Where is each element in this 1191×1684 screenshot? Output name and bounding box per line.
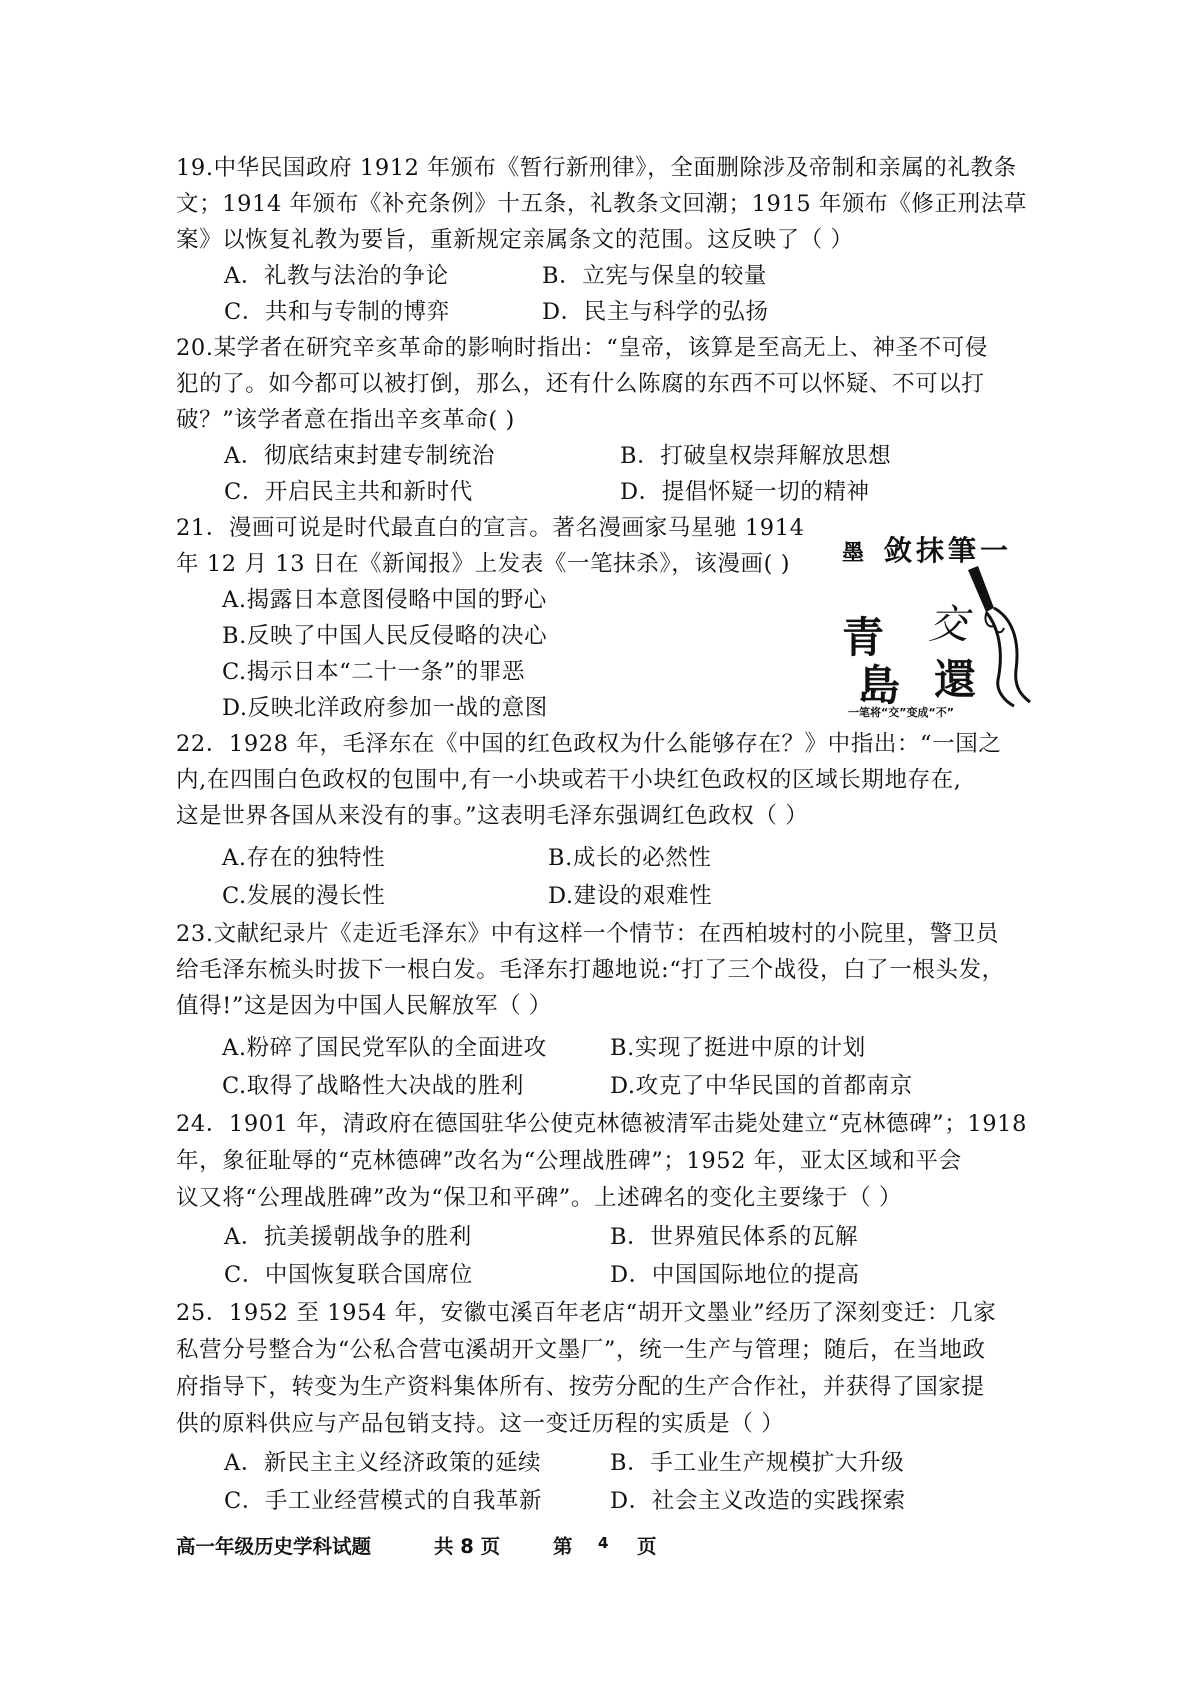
q23-option-a: A.粉碎了国民党军队的全面进攻 bbox=[222, 1035, 547, 1061]
q22-option-a: A.存在的独特性 bbox=[222, 845, 386, 871]
q24-line-2: 年，象征耻辱的“克林德碑”改名为“公理战胜碑”；1952 年，亚太区域和平会 bbox=[176, 1148, 962, 1174]
svg-text:敛抹筆一: 敛抹筆一 bbox=[884, 534, 1013, 567]
q20-line-3: 破？”该学者意在指出辛亥革命( ) bbox=[176, 407, 515, 433]
svg-text:青: 青 bbox=[842, 613, 885, 662]
footer-title: 高一年级历史学科试题 bbox=[176, 1535, 372, 1558]
q20-option-a: A．彻底结束封建专制统治 bbox=[224, 443, 495, 469]
q20-option-b: B．打破皇权崇拜解放思想 bbox=[620, 443, 892, 469]
footer-page-label-pre: 第 bbox=[553, 1535, 573, 1558]
footer-page-number: 4 bbox=[598, 1534, 609, 1552]
svg-text:島: 島 bbox=[858, 661, 901, 710]
svg-text:墨: 墨 bbox=[842, 540, 865, 566]
q20-line-2: 犯的了。如今都可以被打倒，那么，还有什么陈腐的东西不可以怀疑、不可以打 bbox=[176, 371, 985, 397]
q19-option-c: C．共和与专制的博弈 bbox=[224, 299, 450, 325]
q21-option-a: A.揭露日本意图侵略中国的野心 bbox=[222, 587, 547, 613]
q25-line-3: 府指导下，转变为生产资料集体所有、按劳分配的生产合作社，并获得了国家提 bbox=[176, 1374, 985, 1400]
q21-option-c: C.揭示日本“二十一条”的罪恶 bbox=[222, 659, 526, 685]
q22-option-d: D.建设的艰难性 bbox=[548, 883, 713, 909]
q21-option-d: D.反映北洋政府参加一战的意图 bbox=[222, 695, 548, 721]
q23-option-d: D.攻克了中华民国的首都南京 bbox=[610, 1073, 913, 1099]
q24-option-b: B．世界殖民体系的瓦解 bbox=[610, 1224, 859, 1250]
q22-line-1: 22．1928 年，毛泽东在《中国的红色政权为什么能够存在？》中指出：“一国之 bbox=[176, 731, 1002, 757]
q20-option-d: D．提倡怀疑一切的精神 bbox=[620, 479, 870, 505]
svg-text:還: 還 bbox=[934, 655, 977, 704]
q24-option-d: D．中国国际地位的提高 bbox=[610, 1262, 860, 1288]
q25-option-a: A．新民主主义经济政策的延续 bbox=[224, 1450, 542, 1476]
q19-line-2: 文；1914 年颁布《补充条例》十五条，礼教条文回潮；1915 年颁布《修正刑法草 bbox=[176, 191, 1027, 217]
q24-line-3: 议又将“公理战胜碑”改为“保卫和平碑”。上述碑名的变化主要缘于（ ） bbox=[176, 1185, 903, 1211]
q25-line-1: 25．1952 至 1954 年，安徽屯溪百年老店“胡开文墨业”经历了深刻变迁：几家 bbox=[176, 1300, 997, 1326]
q21-option-b: B.反映了中国人民反侵略的决心 bbox=[222, 623, 548, 649]
q25-line-2: 私营分号整合为“公私合营屯溪胡开文墨厂”，统一生产与管理；随后，在当地政 bbox=[176, 1337, 986, 1363]
q25-option-d: D．社会主义改造的实践探索 bbox=[610, 1488, 906, 1514]
q24-option-a: A．抗美援朝战争的胜利 bbox=[224, 1224, 472, 1250]
q23-line-3: 值得!”这是因为中国人民解放军（ ） bbox=[176, 993, 552, 1019]
svg-text:交: 交 bbox=[928, 602, 968, 648]
q21-line-1: 21．漫画可说是时代最直白的宣言。著名漫画家马星驰 1914 bbox=[176, 515, 805, 541]
q23-option-c: C.取得了战略性大决战的胜利 bbox=[222, 1073, 524, 1099]
q24-line-1: 24．1901 年，清政府在德国驻华公使克林德被清军击毙处建立“克林德碑”；1918 bbox=[176, 1111, 1028, 1137]
cartoon-image bbox=[836, 530, 1036, 718]
q23-line-2: 给毛泽东梳头时拔下一根白发。毛泽东打趣地说:“打了三个战役，白了一根头发， bbox=[176, 957, 1005, 983]
footer-total-pages: 共 8 页 bbox=[434, 1535, 501, 1558]
q19-line-3: 案》以恢复礼教为要旨，重新规定亲属条文的范围。这反映了（ ） bbox=[176, 227, 854, 253]
q20-line-1: 20.某学者在研究辛亥革命的影响时指出：“皇帝，该算是至高无上、神圣不可侵 bbox=[176, 335, 988, 361]
footer-page-label-post: 页 bbox=[637, 1535, 657, 1558]
q22-line-2: 内,在四围白色政权的包围中,有一小块或若干小块红色政权的区域长期地存在, bbox=[176, 767, 962, 793]
q25-option-b: B．手工业生产规模扩大升级 bbox=[610, 1450, 905, 1476]
q19-option-d: D．民主与科学的弘扬 bbox=[542, 299, 769, 325]
q19-line-1: 19.中华民国政府 1912 年颁布《暂行新刑律》，全面删除涉及帝制和亲属的礼教条 bbox=[176, 155, 1017, 181]
q19-option-a: A．礼教与法治的争论 bbox=[224, 263, 449, 289]
q25-option-c: C．手工业经营模式的自我革新 bbox=[224, 1488, 543, 1514]
q24-option-c: C．中国恢复联合国席位 bbox=[224, 1262, 473, 1288]
q19-option-b: B．立宪与保皇的较量 bbox=[542, 263, 768, 289]
q23-option-b: B.实现了挺进中原的计划 bbox=[610, 1035, 866, 1061]
svg-text:一笔将“交”变成“不”: 一笔将“交”变成“不” bbox=[848, 706, 954, 718]
q23-line-1: 23.文献纪录片《走近毛泽东》中有这样一个情节：在西柏坡村的小院里，警卫员 bbox=[176, 921, 999, 947]
q21-line-2: 年 12 月 13 日在《新闻报》上发表《一笔抹杀》，该漫画( ) bbox=[176, 551, 791, 577]
q20-option-c: C．开启民主共和新时代 bbox=[224, 479, 473, 505]
q22-option-c: C.发展的漫长性 bbox=[222, 883, 386, 909]
q22-line-3: 这是世界各国从来没有的事。”这表明毛泽东强调红色政权（ ） bbox=[176, 803, 809, 829]
q22-option-b: B.成长的必然性 bbox=[548, 845, 712, 871]
q25-line-4: 供的原料供应与产品包销支持。这一变迁历程的实质是（ ） bbox=[176, 1411, 785, 1437]
